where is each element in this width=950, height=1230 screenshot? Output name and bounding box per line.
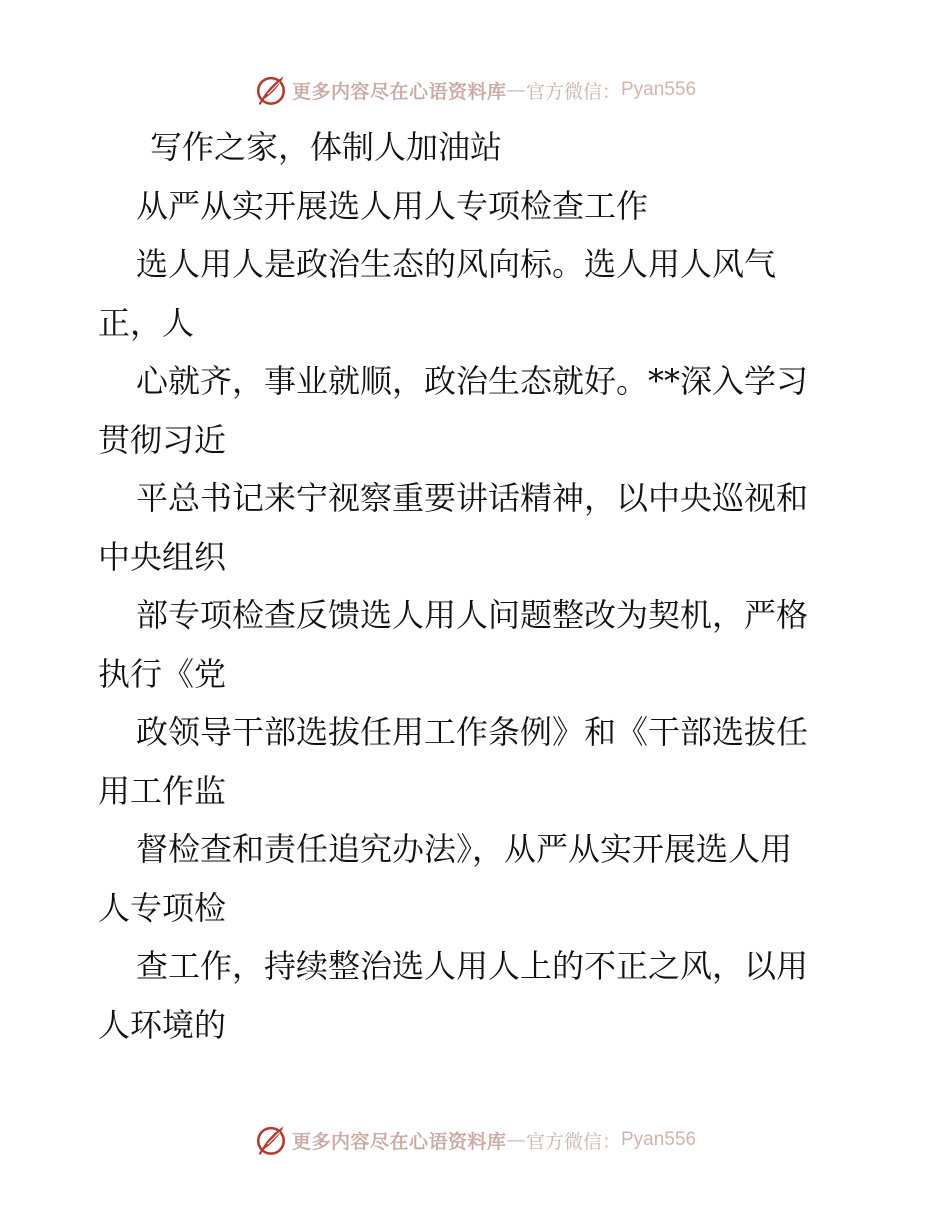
text-line: 用工作监 <box>98 771 227 810</box>
text-line: 平总书记来宁视察重要讲话精神，以中央巡视和 <box>136 479 809 517</box>
text-line: 部专项检查反馈选人用人问题整改为契机，严格 <box>136 596 809 634</box>
quill-pen-logo-icon <box>254 1123 288 1157</box>
document-heading: 写作之家，体制人加油站 <box>150 128 503 166</box>
watermark-id: Pyan556 <box>621 79 697 100</box>
quill-pen-logo-icon <box>254 73 288 107</box>
text-line: 督检查和责任追究办法》，从严从实开展选人用 <box>136 830 793 868</box>
watermark-dash: — <box>506 79 526 101</box>
footer-watermark <box>0 1120 950 1160</box>
text-line: 选人用人是政治生态的风向标。选人用人风气 <box>136 245 777 283</box>
text-line: 中央组织 <box>98 537 227 576</box>
text-line: 人专项检 <box>98 888 227 927</box>
text-line: 人环境的 <box>98 1005 227 1044</box>
document-title: 从严从实开展选人用人专项检查工作 <box>136 186 649 225</box>
text-line: 贯彻习近 <box>98 420 227 459</box>
document-body <box>98 118 858 1054</box>
watermark-id: Pyan556 <box>621 1129 697 1150</box>
text-line: 正，人 <box>98 303 195 342</box>
watermark-text: 更多内容尽在心语资料库 <box>291 1130 507 1153</box>
watermark-label: 官方微信： <box>525 1130 621 1153</box>
header-watermark <box>0 70 950 110</box>
text-line: 执行《党 <box>98 654 227 693</box>
watermark-text: 更多内容尽在心语资料库 <box>291 80 507 103</box>
text-line: 政领导干部选拔任用工作条例》和《干部选拔任 <box>136 713 809 751</box>
watermark-label: 官方微信： <box>525 80 621 103</box>
text-line: 心就齐，事业就顺，政治生态就好。**深入学习 <box>136 362 809 400</box>
text-line: 查工作，持续整治选人用人上的不正之风，以用 <box>136 947 809 985</box>
watermark-dash: — <box>506 1129 526 1151</box>
